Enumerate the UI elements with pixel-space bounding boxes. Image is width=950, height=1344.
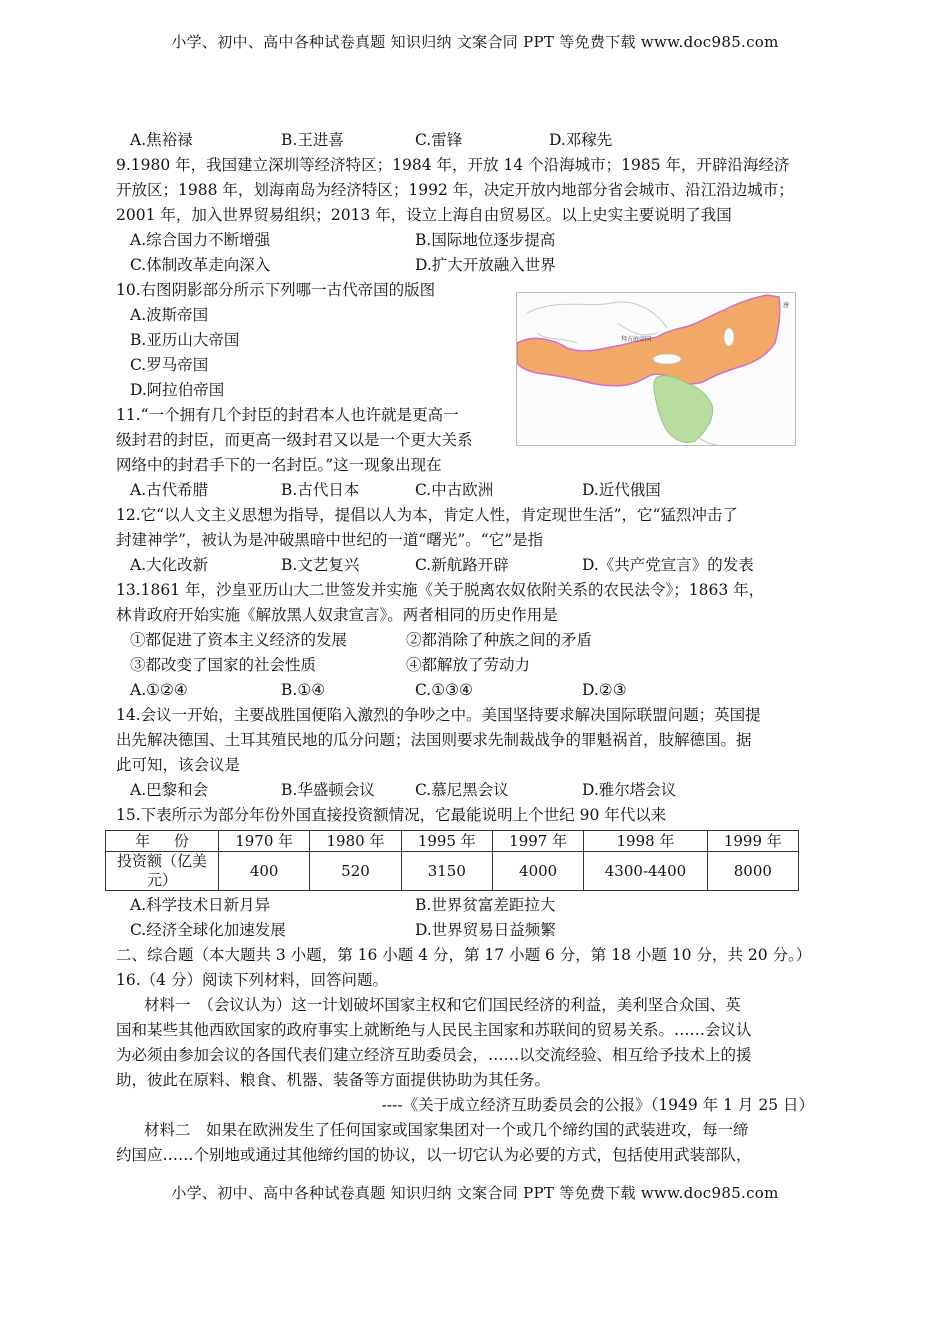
q9-stem: 2001 年，加入世界贸易组织；2013 年，设立上海自由贸易区。以上史实主要说明了我国	[116, 206, 732, 224]
page-header: 小学、初中、高中各种试卷真题 知识归纳 文案合同 PPT 等免费下载 www.doc985.com	[171, 33, 779, 51]
option: A.巴黎和会	[130, 781, 209, 799]
statement: ③都改变了国家的社会性质	[130, 656, 317, 674]
exam-content	[116, 128, 824, 1168]
q11-stem: 级封君的封臣，而更高一级封君又以是一个更大关系	[116, 431, 473, 449]
q10-stem: 10.右图阴影部分所示下列哪一古代帝国的版图	[116, 281, 436, 299]
q14-options	[116, 778, 824, 803]
q9-stem: 9.1980 年，我国建立深圳等经济特区；1984 年，开放 14 个沿海城市；1985 年，开辟沿海经济	[116, 156, 790, 174]
option: C.①③④	[415, 681, 473, 699]
option: B.①④	[281, 681, 326, 699]
statement: ②都消除了种族之间的矛盾	[406, 631, 593, 649]
section-title: 二、综合题（本大题共 3 小题，第 16 小题 4 分，第 17 小题 6 分，第 18 小题 10 分，共 20 分。）	[116, 946, 812, 964]
option: D.世界贸易日益频繁	[415, 921, 556, 939]
table-cell: 1995 年	[401, 831, 492, 852]
table-row	[106, 831, 799, 852]
q13-items-row	[116, 653, 824, 678]
table-cell: 1997 年	[492, 831, 583, 852]
q9-stem: 开放区；1988 年，划海南岛为经济特区；1992 年，决定开放内地部分省会城市、沿江沿边城市；	[116, 181, 794, 199]
option: C.雷锋	[415, 131, 463, 149]
option: D.扩大开放融入世界	[415, 256, 556, 274]
table-cell: 1998 年	[584, 831, 707, 852]
q12-stem: 封建神学”，被认为是冲破黑暗中世纪的一道“曙光”。“它”是指	[116, 531, 544, 549]
q9-options-row	[116, 253, 824, 278]
table-cell: 400	[219, 852, 310, 891]
option: A.科学技术日新月异	[130, 896, 271, 914]
option: C.经济全球化加速发展	[130, 921, 286, 939]
option: C.新航路开辟	[415, 556, 509, 574]
table-cell: 4300-4400	[584, 852, 707, 891]
option: C.中古欧洲	[415, 481, 494, 499]
option: A.焦裕禄	[130, 131, 193, 149]
table-header-cell: 投资额（亿美元）	[106, 852, 219, 891]
table-cell: 1999 年	[707, 831, 798, 852]
table-cell: 1980 年	[310, 831, 401, 852]
option: D.近代俄国	[582, 481, 661, 499]
table-cell: 3150	[401, 852, 492, 891]
q11-stem: 11.“一个拥有几个封臣的封君本人也许就是更高一	[116, 406, 459, 424]
statement: ①都促进了资本主义经济的发展	[130, 631, 348, 649]
material-two: 材料二 如果在欧洲发生了任何国家或国家集团对一个或几个缔约国的武装进攻，每一缔	[144, 1121, 749, 1139]
page-footer: 小学、初中、高中各种试卷真题 知识归纳 文案合同 PPT 等免费下载 www.doc985.com	[171, 1184, 779, 1202]
option: A.①②④	[130, 681, 188, 699]
q14-stem: 14.会议一开始，主要战胜国便陷入激烈的争吵之中。美国坚持要求解决国际联盟问题；英国提	[116, 706, 761, 724]
q8-options	[116, 128, 824, 153]
investment-table	[105, 830, 799, 891]
q13-stem: 林肯政府开始实施《解放黑人奴隶宣言》。两者相同的历史作用是	[116, 606, 558, 624]
option: D.《共产党宣言》的发表	[582, 556, 754, 574]
material-one: 为必须由参加会议的各国代表们建立经济互助委员会，……以交流经验、相互给予技术上的援	[116, 1046, 752, 1064]
statement: ④都解放了劳动力	[406, 656, 531, 674]
table-cell: 8000	[707, 852, 798, 891]
q15-options-row	[116, 893, 824, 918]
option: A.综合国力不断增强	[130, 231, 271, 249]
option: A.大化改新	[130, 556, 209, 574]
material-one: 材料一 （会议认为）这一计划破坏国家主权和它们国民经济的利益，美利坚合众国、英	[144, 996, 741, 1014]
option: D.②③	[582, 681, 627, 699]
table-cell: 4000	[492, 852, 583, 891]
option: B.世界贫富差距拉大	[415, 896, 556, 914]
option: D.邓稼先	[549, 131, 613, 149]
table-row	[106, 852, 799, 891]
table-cell: 520	[310, 852, 401, 891]
map-label-tang: 唐	[783, 302, 790, 309]
option: D.雅尔塔会议	[582, 781, 677, 799]
option: B.亚历山大帝国	[130, 331, 240, 349]
material-one: 助，彼此在原料、粮食、机器、装备等方面提供协助为其任务。	[116, 1071, 551, 1089]
option: C.体制改革走向深入	[130, 256, 271, 274]
option: A.波斯帝国	[130, 306, 209, 324]
q14-stem: 此可知，该会议是	[116, 756, 241, 774]
table-header-cell: 年 份	[106, 831, 219, 852]
q12-options	[116, 553, 824, 578]
q15-options-row	[116, 918, 824, 943]
material-two: 约国应……个别地或通过其他缔约国的协议，以一切它认为必要的方式，包括使用武装部队，	[116, 1146, 752, 1164]
q9-options-row	[116, 228, 824, 253]
option: B.华盛顿会议	[281, 781, 375, 799]
option: B.文艺复兴	[281, 556, 360, 574]
q11-options	[116, 478, 824, 503]
option: B.国际地位逐步提高	[415, 231, 556, 249]
q15-stem: 15.下表所示为部分年份外国直接投资额情况，它最能说明上个世纪 90 年代以来	[116, 806, 667, 824]
q16-stem: 16.（4 分）阅读下列材料，回答问题。	[116, 971, 388, 989]
q13-items-row	[116, 628, 824, 653]
option: C.罗马帝国	[130, 356, 209, 374]
option: C.慕尼黑会议	[415, 781, 509, 799]
q13-options	[116, 678, 824, 703]
option: B.古代日本	[281, 481, 360, 499]
option: D.阿拉伯帝国	[130, 381, 225, 399]
q14-stem: 出先解决德国、土耳其殖民地的瓜分问题；法国则要求先制裁战争的罪魁祸首，肢解德国。据	[116, 731, 752, 749]
option: B.王进喜	[281, 131, 344, 149]
option: A.古代希腊	[130, 481, 209, 499]
q11-stem: 网络中的封君手下的一名封臣。”这一现象出现在	[116, 456, 442, 474]
table-cell: 1970 年	[219, 831, 310, 852]
material-one: 国和某些其他西欧国家的政府事实上就断绝与人民民主国家和苏联间的贸易关系。……会议认	[116, 1021, 752, 1039]
map-label-byzantine: 拜占庭帝国	[621, 336, 652, 343]
q13-stem: 13.1861 年，沙皇亚历山大二世签发并实施《关于脱离农奴依附关系的农民法令》；1863 年，	[116, 581, 765, 599]
material-one-source: ----《关于成立经济互助委员会的公报》（1949 年 1 月 25 日）	[381, 1096, 814, 1114]
q12-stem: 12.它“以人文主义思想为指导，提倡以人为本，肯定人性，肯定现世生活”，它“猛烈冲击了	[116, 506, 738, 524]
